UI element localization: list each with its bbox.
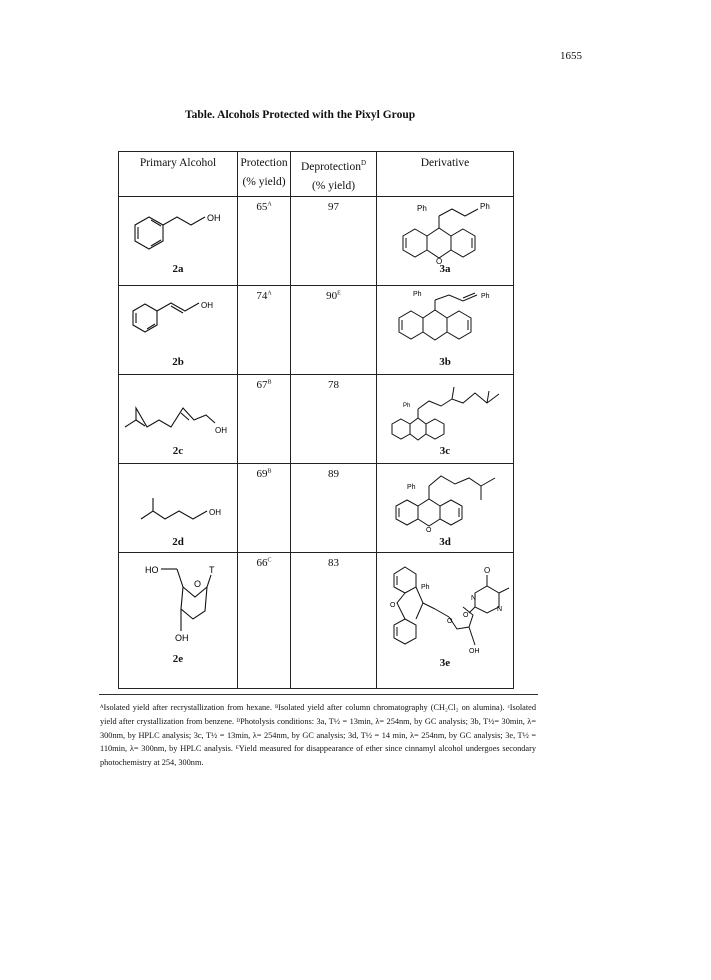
compound-label: 3a	[439, 262, 451, 275]
derivative-cell	[377, 285, 514, 374]
table-row	[119, 374, 514, 463]
svg-text:OH: OH	[201, 300, 213, 310]
svg-text:Ph: Ph	[417, 203, 427, 213]
derivative-cell	[377, 196, 514, 285]
deprotection-cell: 78	[291, 374, 377, 463]
protection-cell: $67^B$	[238, 374, 291, 463]
protection-cell: $69^B$	[238, 463, 291, 552]
compound-label: 2c	[172, 444, 184, 457]
alcohol-cell	[119, 463, 238, 552]
svg-text:Ph: Ph	[407, 483, 416, 491]
derivative-cell	[377, 552, 514, 688]
compound-label: 2a	[172, 262, 184, 275]
protection-cell: $66^C$	[238, 552, 291, 688]
compound-label: 2b	[172, 355, 184, 368]
compound-label: 2e	[172, 652, 184, 665]
deprotection-cell: 89	[291, 463, 377, 552]
compound-label: 2d	[172, 535, 184, 548]
svg-text:O: O	[426, 526, 432, 534]
svg-text:OH: OH	[207, 212, 221, 223]
svg-text:Ph: Ph	[413, 290, 422, 298]
svg-text:Ph: Ph	[481, 292, 490, 300]
footnote-text: ᴬIsolated yield after recrystallization from hexane. ᴮIsolated yield after column chromatography (CH₂Cl₂ on alumina). ᶜIsolated yield after crystallization from benzene. ᴰPhotolysis conditions: 3a, T½ = 13min, λ= 254nm, by GC analysis; 3b, T½= 30min, λ= 300nm, by HPLC analysis; 3c, T½ = 13min, λ= 254nm, by GC analysis; 3d, T½ = 14 min, λ= 254nm, by GC analysis; 3e, T½ = 110min, λ= 300nm, by HPLC analysis. ᴱYield measured for disappearance of ether since cinnamyl alcohol undergoes secondary photochemistry at 254, 300nm.	[100, 703, 536, 768]
alcohol-cell	[119, 374, 238, 463]
svg-text:Ph: Ph	[421, 583, 430, 591]
svg-text:O: O	[447, 617, 453, 625]
deprotection-cell: $90^E$	[291, 285, 377, 374]
compound-label: 3d	[439, 535, 451, 548]
header-row	[119, 152, 514, 197]
svg-text:O: O	[484, 565, 491, 575]
results-table	[118, 151, 514, 689]
derivative-cell	[377, 463, 514, 552]
compound-label: 3b	[439, 355, 451, 368]
table-title: Table. Alcohols Protected with the Pixyl Group	[185, 109, 416, 121]
protection-cell: $74^A$	[238, 285, 291, 374]
alcohol-cell	[119, 285, 238, 374]
alcohol-cell	[119, 552, 238, 688]
svg-text:Ph: Ph	[403, 402, 411, 409]
svg-text:OH: OH	[469, 647, 480, 655]
alcohol-cell	[119, 196, 238, 285]
table-row	[119, 196, 514, 285]
structure-2e	[119, 553, 238, 688]
svg-text:O: O	[436, 256, 443, 266]
svg-text:OH: OH	[215, 425, 227, 435]
svg-text:O: O	[390, 601, 396, 609]
svg-text:O: O	[194, 578, 202, 589]
protection-cell: $65^A$	[238, 196, 291, 285]
derivative-cell	[377, 374, 514, 463]
compound-label: 3e	[439, 656, 451, 669]
header-derivative: Derivative	[377, 152, 514, 197]
table-row	[119, 552, 514, 688]
svg-text:OH: OH	[175, 632, 189, 643]
page-number: 1655	[560, 50, 582, 62]
svg-text:T: T	[209, 564, 215, 575]
deprotection-cell: 83	[291, 552, 377, 688]
svg-text:O: O	[463, 611, 469, 619]
svg-text:OH: OH	[209, 507, 221, 517]
header-primary-alcohol: Primary Alcohol	[119, 152, 238, 197]
footnote-rule	[99, 694, 538, 695]
deprotection-cell: 97	[291, 196, 377, 285]
table-row	[119, 285, 514, 374]
table-footnotes	[100, 701, 536, 770]
compound-label: 3c	[439, 444, 451, 457]
svg-text:HO: HO	[145, 564, 159, 575]
svg-text:Ph: Ph	[480, 201, 490, 211]
svg-text:N: N	[497, 605, 503, 613]
header-protection: Protection (% yield)	[238, 152, 291, 197]
table-row	[119, 463, 514, 552]
svg-text:N: N	[471, 594, 477, 602]
header-deprotection: Deprotection$^D$ (% yield)	[291, 152, 377, 197]
